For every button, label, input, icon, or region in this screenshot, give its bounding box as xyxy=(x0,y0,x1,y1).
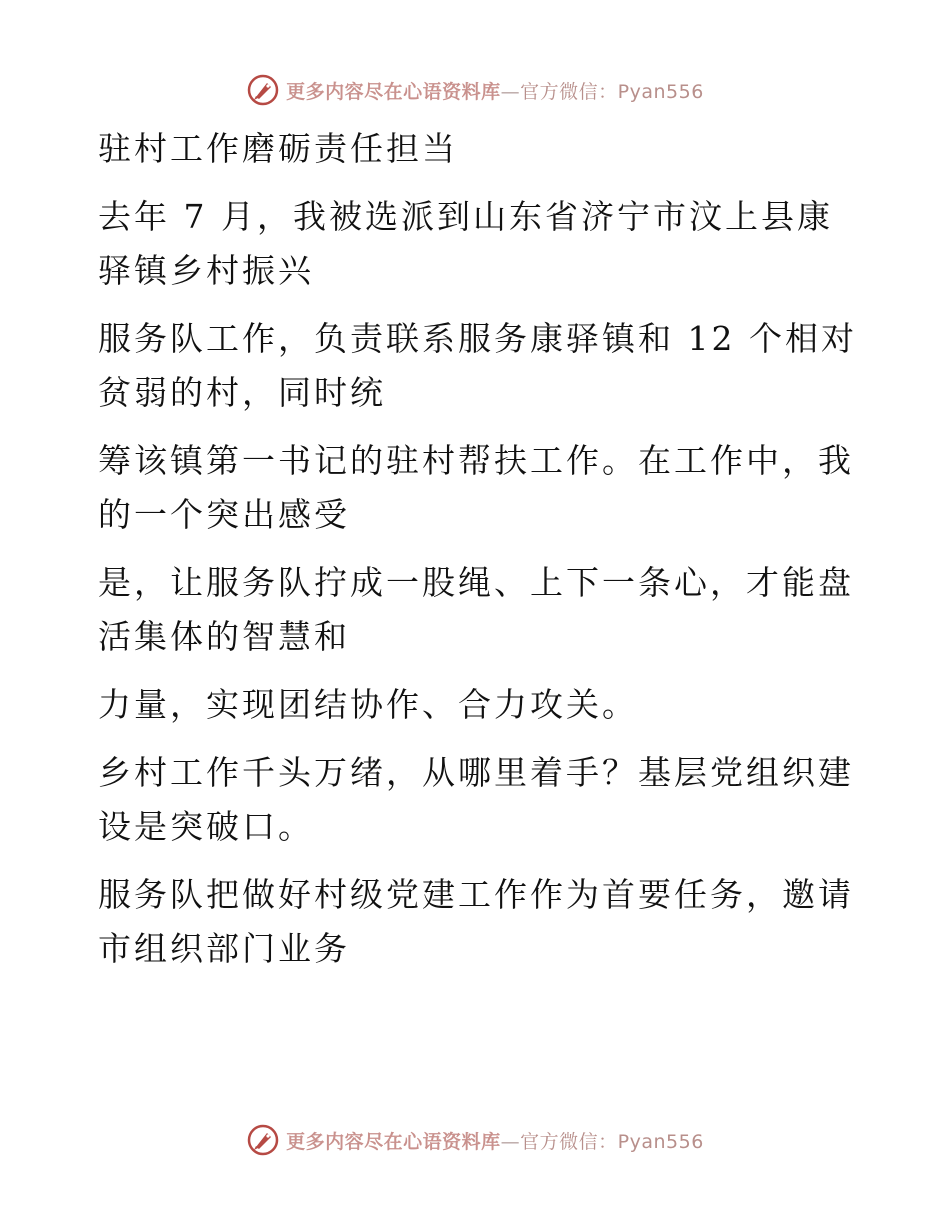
doc-line-4: 筹该镇第一书记的驻村帮扶工作。在工作中，我的一个突出感受 xyxy=(98,441,854,534)
doc-line-3: 服务队工作，负责联系服务康驿镇和 12 个相对贫弱的村，同时统 xyxy=(98,319,857,412)
banner-text: 更多内容尽在心语资料库—官方微信：Pyan556 xyxy=(286,1130,704,1153)
header-banner xyxy=(0,70,950,110)
doc-line-5: 是，让服务队拧成一股绳、上下一条心，才能盘活集体的智慧和 xyxy=(98,563,854,656)
doc-line-1: 驻村工作磨砺责任担当 xyxy=(98,129,458,168)
doc-line-2: 去年 7 月，我被选派到山东省济宁市汶上县康驿镇乡村振兴 xyxy=(98,197,833,290)
document-body xyxy=(98,122,858,990)
doc-line-8: 服务队把做好村级党建工作作为首要任务，邀请市组织部门业务 xyxy=(98,875,854,968)
banner-text: 更多内容尽在心语资料库—官方微信：Pyan556 xyxy=(286,80,704,103)
pen-nib-logo-icon xyxy=(246,73,280,107)
pen-nib-logo-icon xyxy=(246,1123,280,1157)
doc-line-7: 乡村工作千头万绪，从哪里着手？基层党组织建设是突破口。 xyxy=(98,753,854,846)
doc-line-6: 力量，实现团结协作、合力攻关。 xyxy=(98,685,638,724)
footer-banner xyxy=(0,1120,950,1160)
